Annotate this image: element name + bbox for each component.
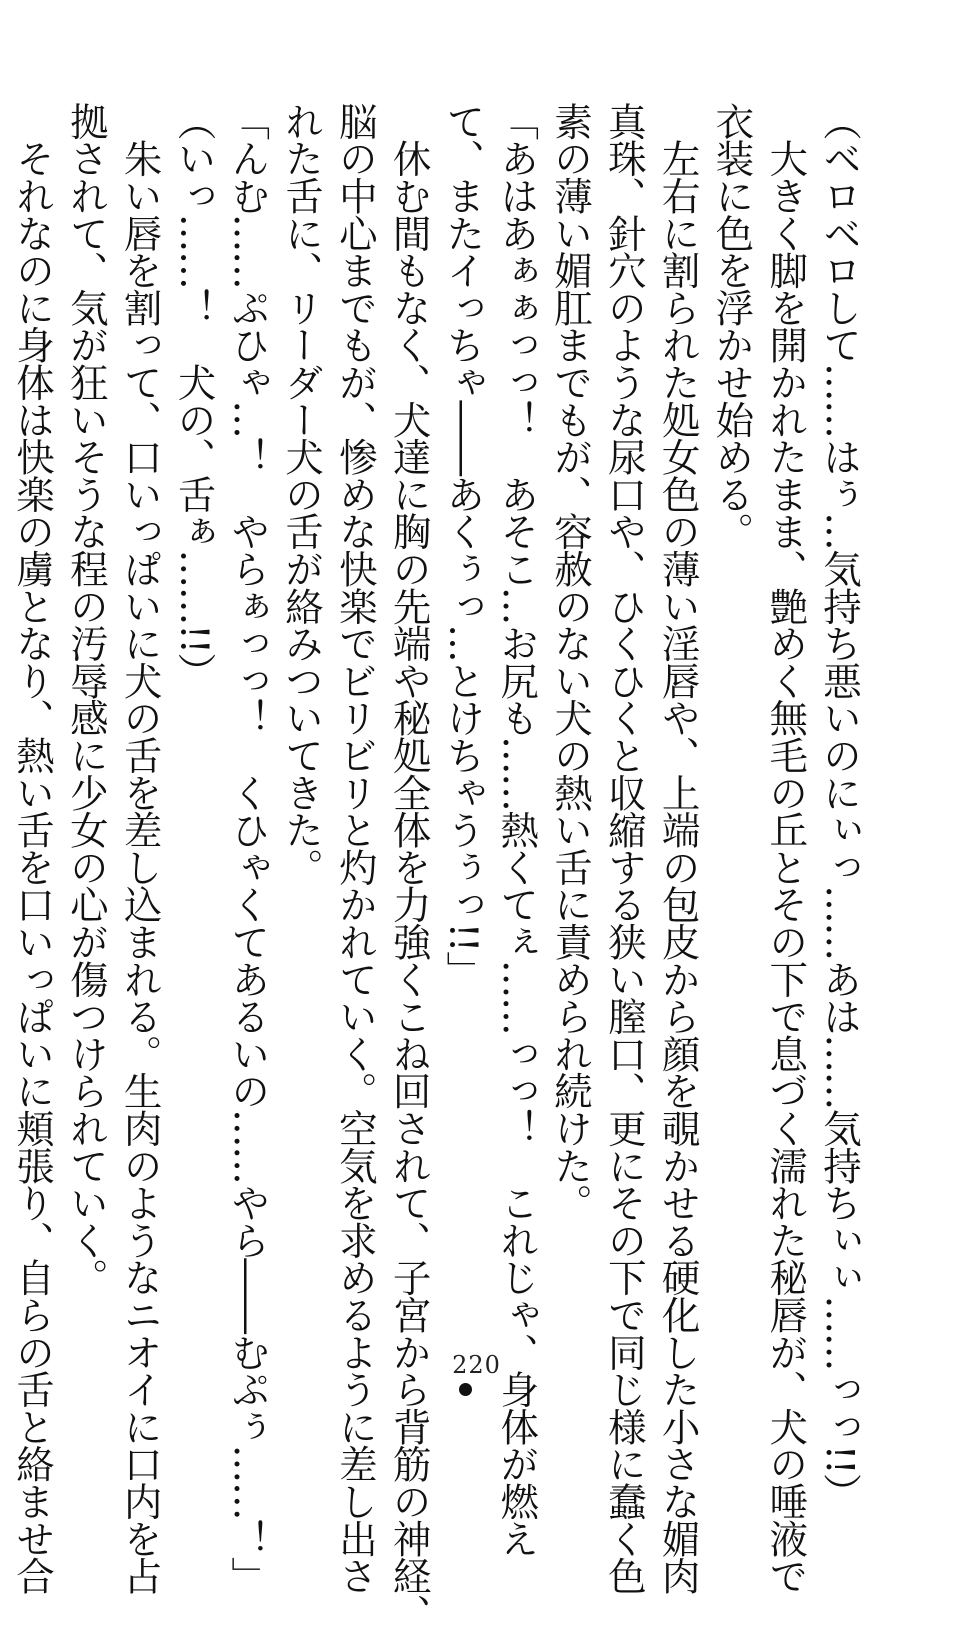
text-line: 「んむ……ぷひゃ…！ やらぁっっ！ くひゃくてあるいの……やら――むぷぅ……！」 — [225, 102, 271, 1594]
text-line: 休む間もなく、犬達に胸の先端や秘処全体を力強くこね回されて、子宮から背筋の神経、 — [386, 102, 432, 1631]
text-line: （ベロベロして……はぅ…気持ち悪いのにぃっ……あは……気持ちぃぃ……っっ!!） — [817, 102, 862, 1511]
page-number: 220 — [452, 1351, 501, 1379]
text-line: 真珠、針穴のような尿口や、ひくひくと収縮する狭い膣口、更にその下で同じ様に蠢く色 — [601, 102, 647, 1595]
text-line: 素の薄い媚肛までもが、容赦のない犬の熱い舌に責められ続けた。 — [548, 102, 594, 1221]
text-line: れた舌に、リーダー犬の舌が絡みついてきた。 — [279, 102, 325, 886]
text-line: それなのに身体は快楽の虜となり、熱い舌を口いっぱいに頬張り、自らの舌と絡ませ合 — [10, 102, 56, 1595]
text-line: 衣装に色を浮かせ始める。 — [709, 102, 755, 550]
text-line: （いっ……！ 犬の、舌ぁ……!!） — [171, 102, 217, 691]
text-line: 大きく脚を開かれたまま、艶めく無毛の丘とその下で息づく濡れた秘唇が、犬の唾液で — [763, 102, 809, 1595]
text-line: 脳の中心までもが、惨めな快楽でビリビリと灼かれていく。空気を求めるように差し出さ — [332, 102, 378, 1595]
text-line: て、またイっちゃ――あくぅっ…とけちゃうぅっ!!」 — [440, 102, 486, 989]
text-line: 左右に割られた処女色の薄い淫唇や、上端の包皮から顔を覗かせる硬化した小さな媚肉 — [655, 102, 701, 1594]
text-line: 拠されて、気が狂いそうな程の汚辱感に少女の心が傷つけられていく。 — [63, 102, 109, 1296]
page-marker-dot — [459, 1383, 472, 1396]
text-line: 朱い唇を割って、口いっぱいに犬の舌を差し込まれる。生肉のようなニオイに口内を占 — [117, 102, 163, 1594]
text-line: 「あはあぁぁっっ！ あそこ…お尻も……熱くてぇ……っっ！ これじゃ、身体が燃え — [494, 102, 540, 1557]
